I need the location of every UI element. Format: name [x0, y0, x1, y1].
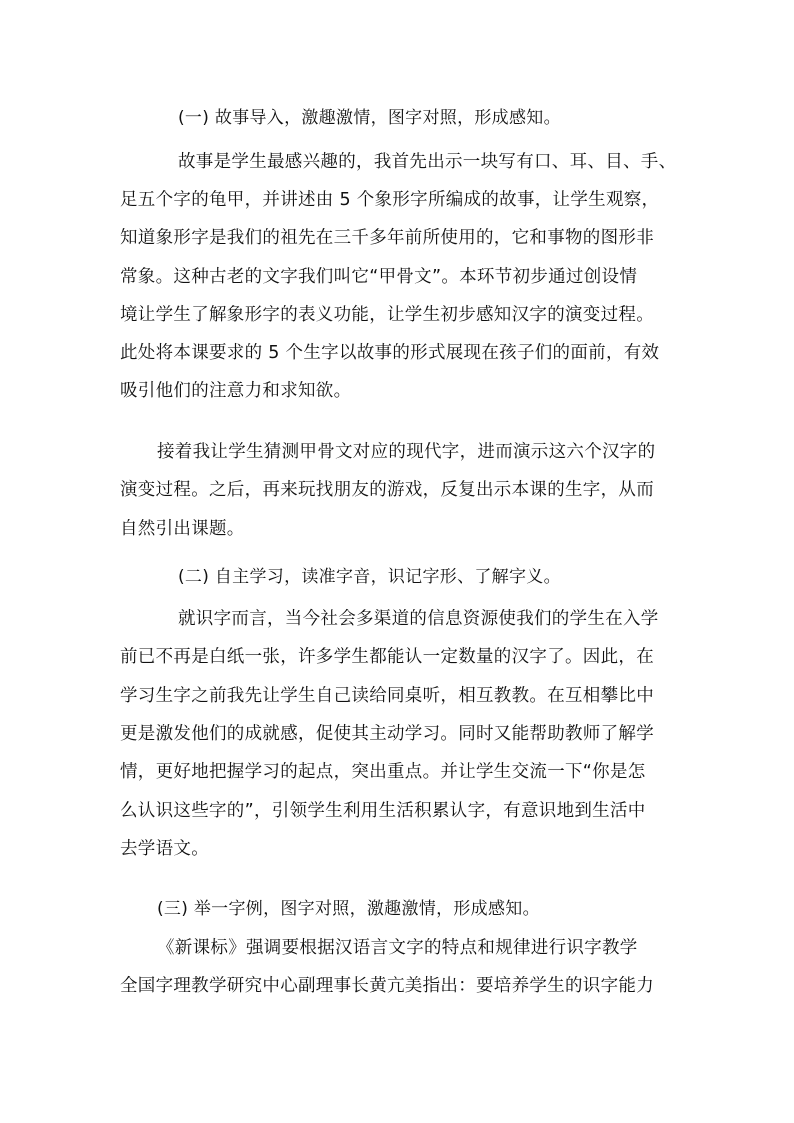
paragraph-line: 《新课标》强调要根据汉语言文字的特点和规律进行识字教学: [157, 938, 638, 958]
paragraph-line: 知道象形字是我们的祖先在三千多年前所使用的，它和事物的图形非: [120, 228, 654, 248]
paragraph-line: 去学语文。: [120, 839, 209, 859]
section-heading-3: (三) 举一字例，图字对照，激趣激情，形成感知。: [157, 899, 540, 919]
paragraph-line: 故事是学生最感兴趣的，我首先出示一块写有口、耳、目、手、: [178, 152, 677, 172]
paragraph-line: 演变过程。之后，再来玩找朋友的游戏，反复出示本课的生字，从而: [120, 480, 654, 500]
section-heading-1: (一) 故事导入，激趣激情，图字对照，形成感知。: [178, 108, 561, 128]
paragraph-line: 足五个字的龟甲，并讲述由 5 个象形字所编成的故事，让学生观察，: [120, 190, 660, 210]
paragraph-line: 前已不再是白纸一张，许多学生都能认一定数量的汉字了。因此，在: [120, 647, 654, 667]
paragraph-line: 么认识这些字的”，引领学生利用生活积累认字，有意识地到生活中: [120, 801, 646, 821]
section-heading-2: (二) 自主学习，读准字音，识记字形、了解字义。: [178, 567, 561, 587]
paragraph-line: 情，更好地把握学习的起点，突出重点。并让学生交流一下“你是怎: [120, 762, 646, 782]
paragraph-line: 全国字理教学研究中心副理事长黄亢美指出：要培养学生的识字能力: [120, 976, 654, 996]
paragraph-line: 境让学生了解象形字的表义功能，让学生初步感知汉字的演变过程。: [120, 305, 654, 325]
paragraph-line: 学习生字之前我先让学生自己读给同桌听，相互教教。在互相攀比中: [120, 686, 654, 706]
paragraph-line: 更是激发他们的成就感，促使其主动学习。同时又能帮助教师了解学: [120, 724, 654, 744]
paragraph-line: 接着我让学生猜测甲骨文对应的现代字，进而演示这六个汉字的: [157, 442, 656, 462]
paragraph-line: 自然引出课题。: [120, 519, 245, 539]
paragraph-line: 常象。这种古老的文字我们叫它“甲骨文”。本环节初步通过创设情: [120, 267, 638, 287]
paragraph-line: 此处将本课要求的 5 个生字以故事的形式展现在孩子们的面前，有效: [120, 343, 660, 363]
paragraph-line: 吸引他们的注意力和求知欲。: [120, 381, 352, 401]
paragraph-line: 就识字而言，当今社会多渠道的信息资源使我们的学生在入学: [178, 609, 659, 629]
